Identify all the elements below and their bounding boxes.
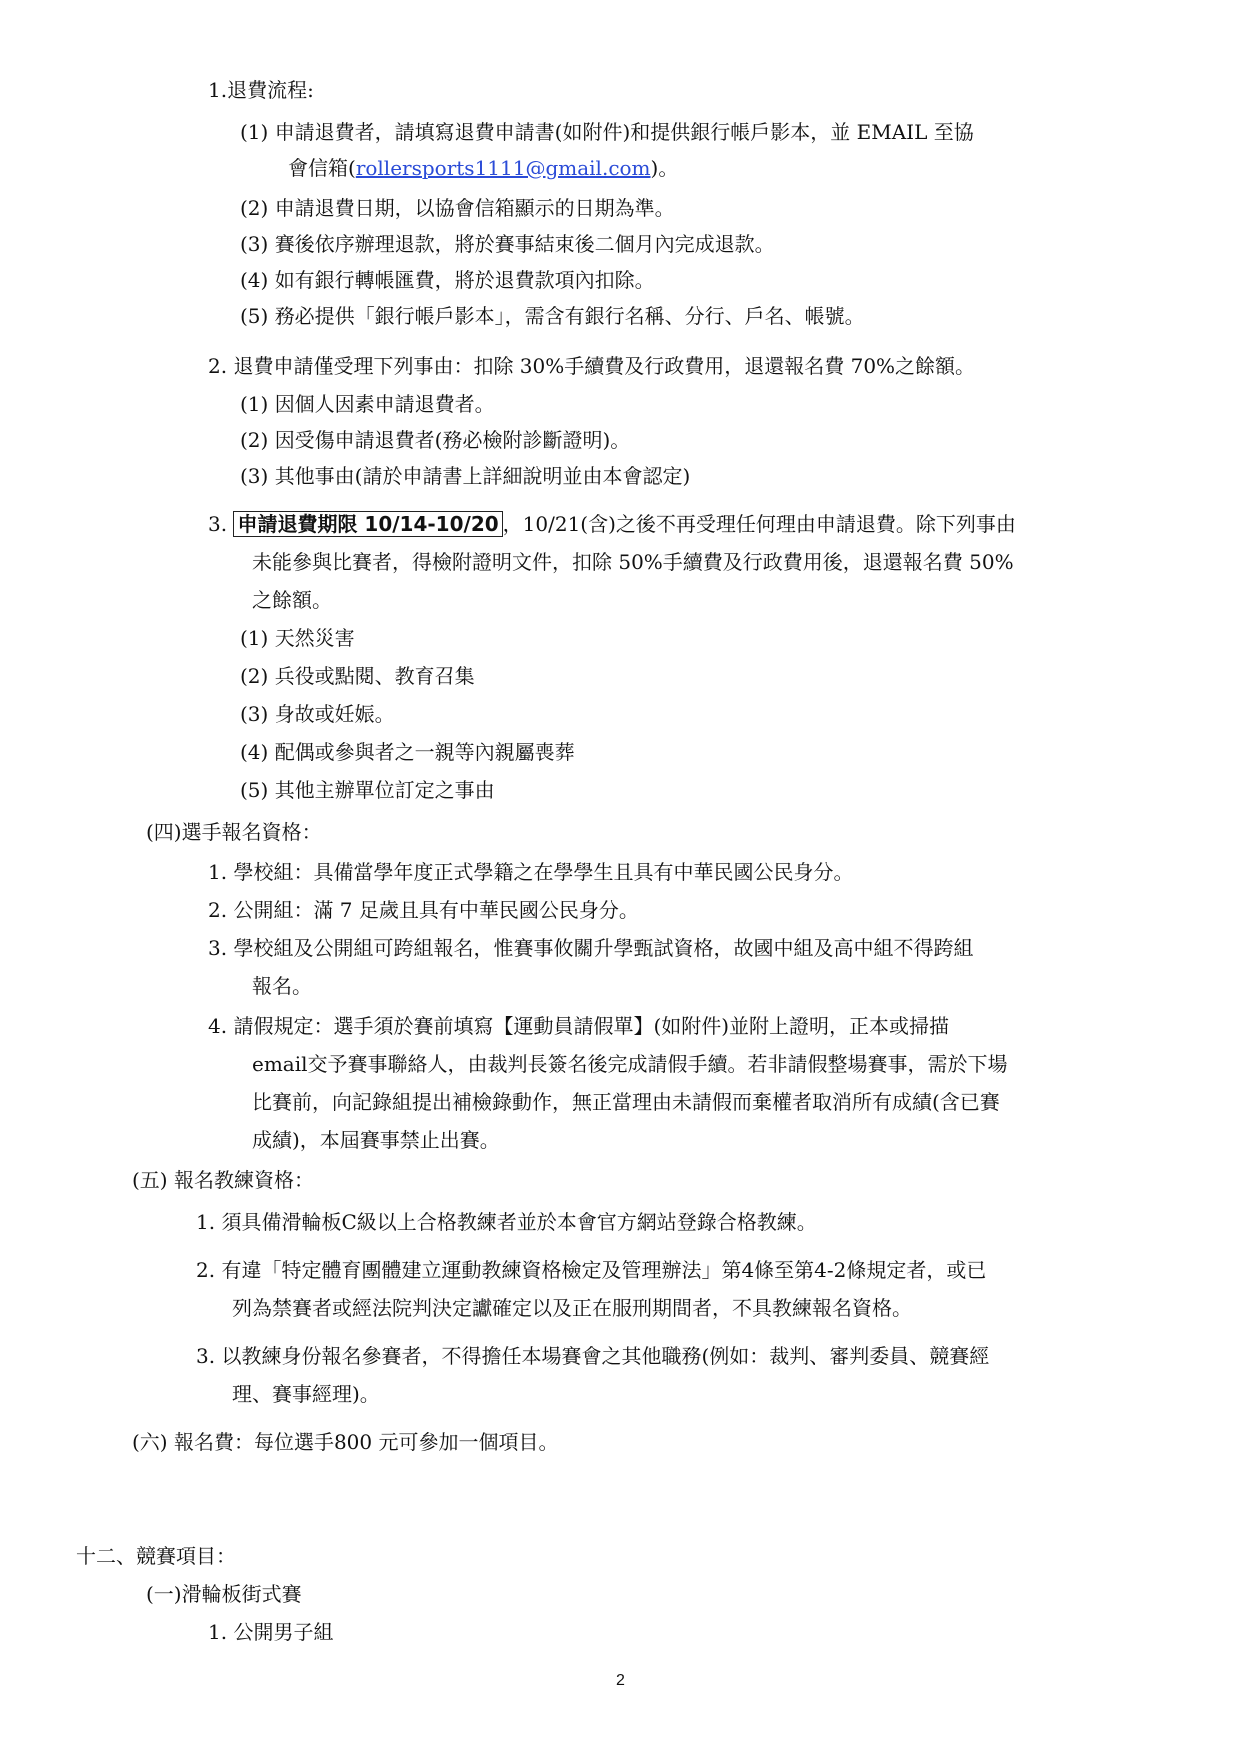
section-4-item-4-cont-1: email交予賽事聯絡人，由裁判長簽名後完成請假手續。若非請假整場賽事，需於下場 — [252, 1052, 1008, 1076]
refund-deadline-item-1: (1) 天然災害 — [240, 626, 355, 650]
refund-process-title: 1.退費流程: — [208, 78, 314, 102]
section-4-item-3: 3. 學校組及公開組可跨組報名，惟賽事攸關升學甄試資格，故國中組及高中組不得跨組 — [208, 936, 974, 960]
item-1-cont-suffix: )。 — [650, 156, 679, 180]
section-5-item-1: 1. 須具備滑輪板C級以上合格教練者並於本會官方網站登錄合格教練。 — [196, 1210, 817, 1234]
section-4-item-4: 4. 請假規定：選手須於賽前填寫【運動員請假單】(如附件)並附上證明，正本或掃描 — [208, 1014, 950, 1038]
refund-deadline-rest: ，10/21(含)之後不再受理任何理由申請退費。除下列事由 — [502, 512, 1016, 536]
email-link[interactable]: rollersports1111@gmail.com — [355, 156, 651, 180]
refund-reasons-title: 2. 退費申請僅受理下列事由：扣除 30%手續費及行政費用，退還報名費 70%之餘額。 — [208, 354, 976, 378]
page-number: 2 — [616, 1672, 625, 1689]
refund-deadline-line-2: 未能參與比賽者，得檢附證明文件，扣除 50%手續費及行政費用後，退還報名費 50% — [252, 550, 1014, 574]
refund-deadline-boxed: 申請退費期限 10/14-10/20 — [233, 511, 502, 537]
refund-process-item-5: (5) 務必提供「銀行帳戶影本」，需含有銀行名稱、分行、戶名、帳號。 — [240, 304, 865, 328]
refund-deadline-num: 3. — [208, 512, 228, 536]
refund-deadline-item-4: (4) 配偶或參與者之一親等內親屬喪葬 — [240, 740, 575, 764]
refund-deadline-item-2: (2) 兵役或點閱、教育召集 — [240, 664, 475, 688]
refund-process-item-2: (2) 申請退費日期，以協會信箱顯示的日期為準。 — [240, 196, 675, 220]
item-1-cont-prefix: 會信箱( — [288, 156, 356, 180]
refund-process-item-1-cont — [288, 154, 678, 182]
refund-deadline-item-3: (3) 身故或妊娠。 — [240, 702, 395, 726]
refund-process-item-1: (1) 申請退費者，請填寫退費申請書(如附件)和提供銀行帳戶影本，並 EMAIL 至協 — [240, 120, 974, 144]
section-12-item-1: 1. 公開男子組 — [208, 1620, 334, 1644]
section-12-title: 十二、競賽項目： — [76, 1544, 236, 1568]
refund-deadline-item-5: (5) 其他主辦單位訂定之事由 — [240, 778, 495, 802]
refund-reasons-item-3: (3) 其他事由(請於申請書上詳細說明並由本會認定) — [240, 464, 691, 488]
section-6-title: (六) 報名費：每位選手800 元可參加一個項目。 — [132, 1430, 559, 1454]
section-4-item-1: 1. 學校組：具備當學年度正式學籍之在學學生且具有中華民國公民身分。 — [208, 860, 854, 884]
refund-process-item-3: (3) 賽後依序辦理退款，將於賽事結束後二個月內完成退款。 — [240, 232, 775, 256]
refund-reasons-item-2: (2) 因受傷申請退費者(務必檢附診斷證明)。 — [240, 428, 631, 452]
section-4-item-2: 2. 公開組：滿 7 足歲且具有中華民國公民身分。 — [208, 898, 639, 922]
refund-deadline-line-1 — [208, 510, 1016, 538]
refund-reasons-item-1: (1) 因個人因素申請退費者。 — [240, 392, 495, 416]
refund-deadline-line-3: 之餘額。 — [252, 588, 332, 612]
section-5-item-3-cont: 理、賽事經理)。 — [232, 1382, 380, 1406]
section-4-title: (四)選手報名資格： — [146, 820, 322, 844]
section-4-item-3-cont: 報名。 — [252, 974, 312, 998]
section-5-title: (五) 報名教練資格： — [132, 1168, 314, 1192]
section-5-item-2: 2. 有違「特定體育團體建立運動教練資格檢定及管理辦法」第4條至第4-2條規定者，或已 — [196, 1258, 987, 1282]
section-4-item-4-cont-3: 成績)，本屆賽事禁止出賽。 — [252, 1128, 500, 1152]
refund-process-item-4: (4) 如有銀行轉帳匯費，將於退費款項內扣除。 — [240, 268, 655, 292]
section-4-item-4-cont-2: 比賽前，向記錄組提出補檢錄動作，無正當理由未請假而棄權者取消所有成績(含已賽 — [252, 1090, 1000, 1114]
section-12-sub: (一)滑輪板街式賽 — [146, 1582, 302, 1606]
section-5-item-3: 3. 以教練身份報名參賽者，不得擔任本場賽會之其他職務(例如：裁判、審判委員、競賽經 — [196, 1344, 990, 1368]
section-5-item-2-cont: 列為禁賽者或經法院判決定讞確定以及正在服刑期間者，不具教練報名資格。 — [232, 1296, 912, 1320]
